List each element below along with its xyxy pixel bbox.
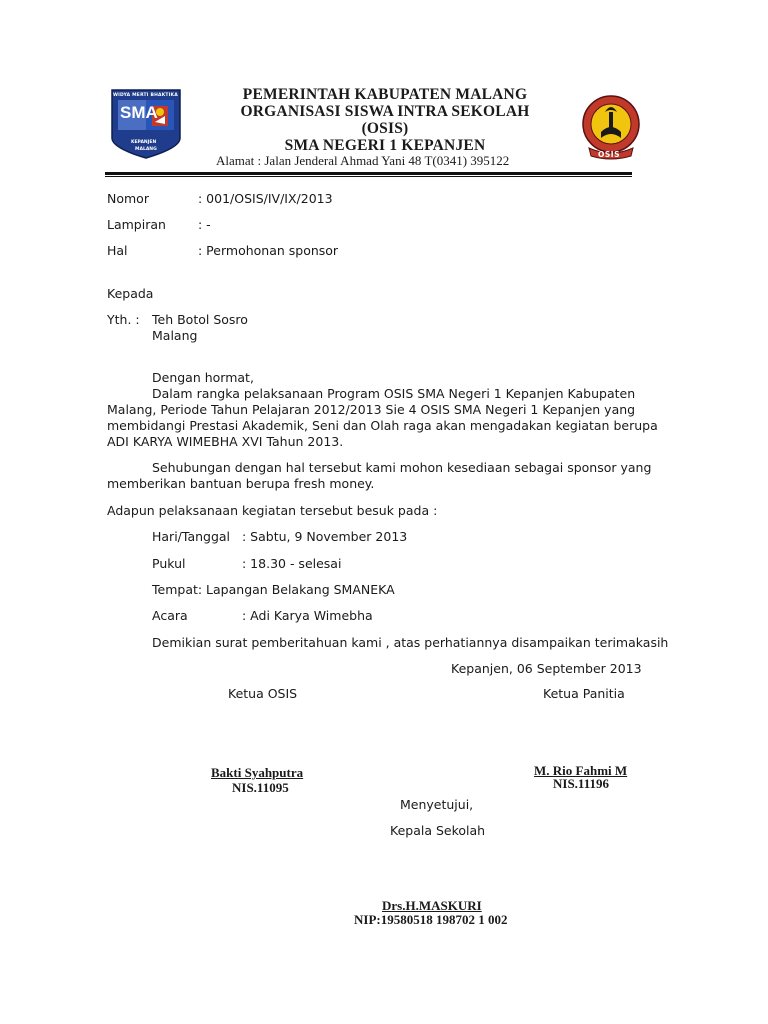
paragraph1-line4: ADI KARYA WIMEBHA XVI Tahun 2013. (107, 434, 344, 449)
letterhead-rule-thick (105, 172, 632, 175)
principal-nip: NIP:19580518 198702 1 002 (354, 912, 508, 927)
recipient-kepada: Kepada (107, 286, 154, 301)
meta-label-nomor: Nomor (107, 191, 149, 206)
letterhead-line3: (OSIS) (361, 120, 409, 137)
signature-right-nis: NIS.11196 (553, 776, 609, 791)
recipient-city: Malang (152, 328, 198, 343)
letterhead-line1: PEMERINTAH KABUPATEN MALANG (242, 86, 528, 103)
approval-label: Menyetujui, (400, 797, 474, 812)
signature-left-nis: NIS.11095 (232, 780, 289, 795)
paragraph1-line2: Malang, Periode Tahun Pelajaran 2012/2013 Sie 4 OSIS SMA Negeri 1 Kepanjen yang (107, 402, 636, 417)
left-logo-bottom-text1: KEPANJEN (131, 140, 157, 145)
event-place: Tempat: Lapangan Belakang SMANEKA (152, 582, 395, 597)
letterhead-line4: SMA NEGERI 1 KEPANJEN (284, 137, 486, 154)
event-acara-value: : Adi Karya Wimebha (242, 608, 373, 623)
meta-label-hal: Hal (107, 243, 128, 258)
recipient-name: Teh Botol Sosro (152, 312, 248, 327)
event-day-label: Hari/Tanggal (152, 529, 231, 544)
paragraph1-line1: Dalam rangka pelaksanaan Program OSIS SMA Negeri 1 Kepanjen Kabupaten (152, 386, 636, 401)
event-time-label: Pukul (152, 556, 186, 571)
signature-left-name: Bakti Syahputra (211, 765, 304, 780)
letterhead-rule-thin (105, 176, 632, 177)
meta-value-nomor: : 001/OSIS/IV/IX/2013 (198, 191, 333, 206)
principal-title: Kepala Sekolah (390, 823, 486, 838)
left-logo-bottom-text2: MALANG (135, 147, 157, 152)
paragraph1-line3: membidangi Prestasi Akademik, Seni dan Olah raga akan mengadakan kegiatan berupa (107, 418, 658, 433)
left-logo-main-text: SMA (120, 103, 158, 122)
signature-right-name: M. Rio Fahmi M (534, 763, 628, 778)
recipient-yth: Yth. : (107, 312, 140, 327)
greeting: Dengan hormat, (152, 370, 254, 385)
paragraph2-line2: memberikan bantuan berupa fresh money. (107, 476, 375, 491)
meta-value-hal: : Permohonan sponsor (198, 243, 339, 258)
meta-value-lampiran: : - (198, 217, 211, 232)
letterhead-address: Alamat : Jalan Jenderal Ahmad Yani 48 T(0341) 395122 (216, 153, 510, 168)
event-time-value: : 18.30 - selesai (242, 556, 342, 571)
left-logo-top-text: WIDYA MERTI BHAKTIKA (113, 93, 178, 98)
principal-name: Drs.H.MASKURI (382, 898, 482, 913)
paragraph2-line1: Sehubungan dengan hal tersebut kami mohon kesediaan sebagai sponsor yang (152, 460, 652, 475)
signature-left-title: Ketua OSIS (228, 686, 298, 701)
event-acara-label: Acara (152, 608, 188, 623)
date-line: Kepanjen, 06 September 2013 (451, 661, 642, 676)
paragraph3: Adapun pelaksanaan kegiatan tersebut besuk pada : (107, 503, 438, 518)
letterhead-line2: ORGANISASI SISWA INTRA SEKOLAH (240, 103, 530, 120)
event-day-value: : Sabtu, 9 November 2013 (242, 529, 408, 544)
right-logo-text: OSIS (598, 150, 620, 159)
closing-sentence: Demikian surat pemberitahuan kami , atas perhatiannya disampaikan terimakasih (152, 635, 669, 650)
signature-right-title: Ketua Panitia (543, 686, 625, 701)
meta-label-lampiran: Lampiran (107, 217, 166, 232)
